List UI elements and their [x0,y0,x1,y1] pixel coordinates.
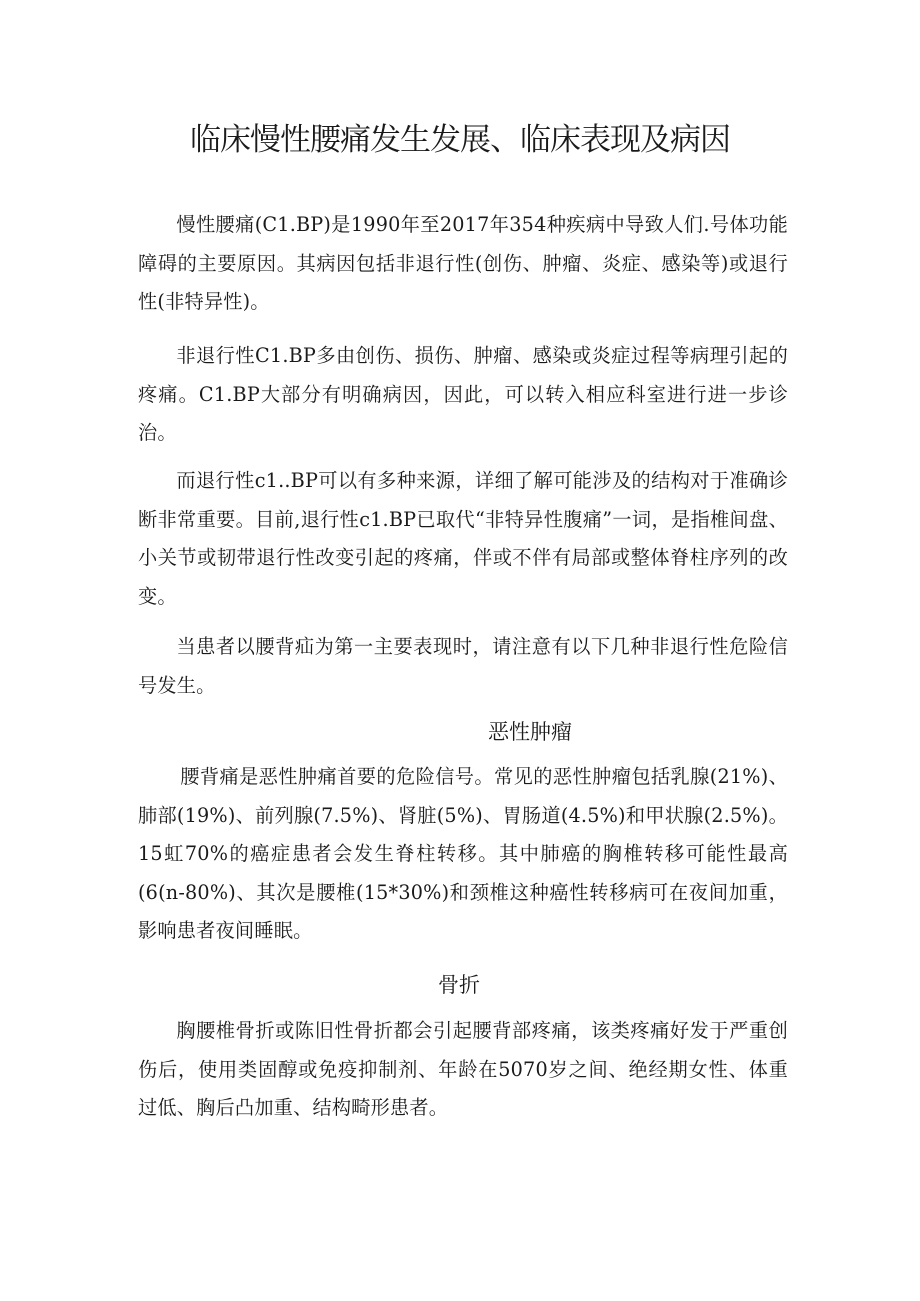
paragraph-non-degenerative: 非退行性C1.BP多由创伤、损伤、肿瘤、感染或炎症过程等病理引起的疼痛。C1.BP大部分有明确病因，因此，可以转入相应科室进行进一步诊治。 [138,344,788,444]
paragraph-warning-signals: 当患者以腰背疝为第一主要表现时，请注意有以下几种非退行性危险信号发生。 [138,635,788,697]
section-heading-malignant-tumor: 恶性肿瘤 [488,720,572,744]
paragraph-degenerative: 而退行性c1..BP可以有多种来源，详细了解可能涉及的结构对于准确诊断非常重要。目前,退行性c1.BP已取代“非特异性腹痛”一词，是指椎间盘、小关节或韧带退行性改变引起的疼痛，伴或不伴有局部或整体脊柱序列的改变。 [138,469,788,608]
section-heading-fracture: 骨折 [438,973,480,997]
section-body-malignant-tumor: 腰背痛是恶性肿痛首要的危险信号。常见的恶性肿瘤包括乳腺(21%)、肺部(19%)、前列腺(7.5%)、肾脏(5%)、胃肠道(4.5%)和甲状腺(2.5%)。15虹70%的癌症患者会发生脊柱转移。其中肺癌的胸椎转移可能性最高(6(n-80%)、其次是腰椎(15*30%)和颈椎这种癌性转移病可在夜间加重，影响患者夜间睡眠。 [138,765,788,942]
document-title: 临床慢性腰痛发生发展、临床表现及病因 [190,122,730,158]
section-body-fracture: 胸腰椎骨折或陈旧性骨折都会引起腰背部疼痛，该类疼痛好发于严重创伤后，使用类固醇或免疫抑制剂、年龄在5070岁之间、绝经期女性、体重过低、胸后凸加重、结构畸形患者。 [138,1019,788,1119]
paragraph-definition: 慢性腰痛(C1.BP)是1990年至2017年354种疾病中导致人们.号体功能障碍的主要原因。其病因包括非退行性(创伤、肿瘤、炎症、感染等)或退行性(非特异性)。 [138,213,788,313]
